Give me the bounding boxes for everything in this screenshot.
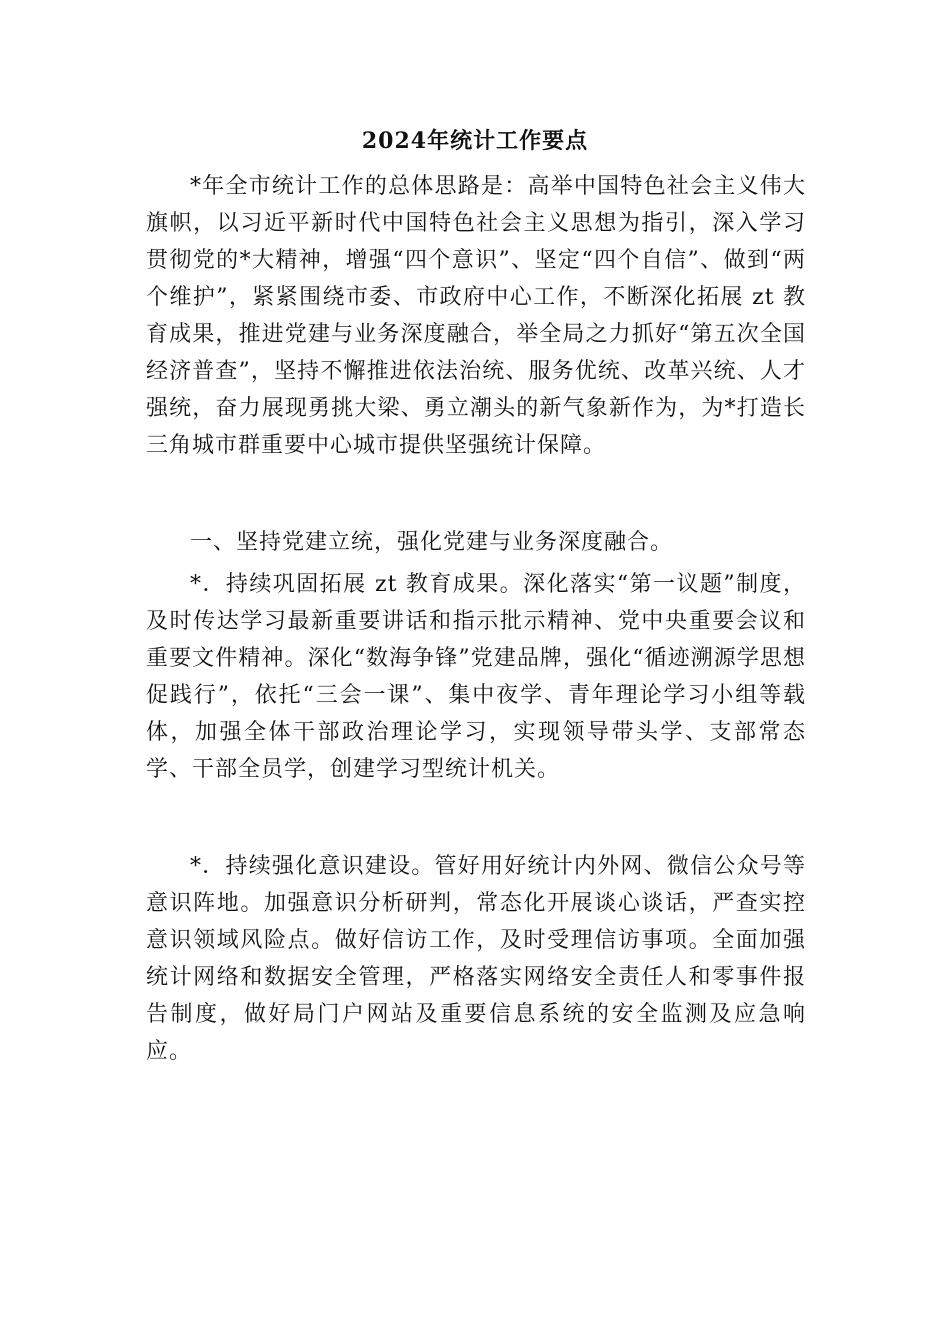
- intro-paragraph: *年全市统计工作的总体思路是：高举中国特色社会主义伟大旗帜，以习近平新时代中国特色社会主义思想为指引，深入学习贯彻党的*大精神，增强“四个意识”、坚定“四个自信”、做到“两个维护”，紧紧围绕市委、市政府中心工作，不断深化拓展 zt 教育成果，推进党建与业务深度融合，举全局之力抓好“第五次全国经济普查”，坚持不懈推进依法治统、服务优统、改革兴统、人才强统，奋力展现勇挑大梁、勇立潮头的新气象新作为，为*打造长三角城市群重要中心城市提供坚强统计保障。: [146, 174, 806, 458]
- section-heading: 一、坚持党建立统，强化党建与业务深度融合。: [190, 530, 674, 555]
- item-paragraph: *．持续巩固拓展 zt 教育成果。深化落实“第一议题”制度，及时传达学习最新重要讲话和指示批示精神、党中央重要会议和重要文件精神。深化“数海争锋”党建品牌，强化“循迹溯源学思想促践行”，依托“三会一课”、集中夜学、青年理论学习小组等载体，加强全体干部政治理论学习，实现领导带头学、支部常态学、干部全员学，创建学习型统计机关。: [146, 572, 806, 782]
- item-paragraph: *．持续强化意识建设。管好用好统计内外网、微信公众号等意识阵地。加强意识分析研判，常态化开展谈心谈话，严查实控意识领域风险点。做好信访工作，及时受理信访事项。全面加强统计网络和数据安全管理，严格落实网络安全责任人和零事件报告制度，做好局门户网站及重要信息系统的安全监测及应急响应。: [146, 854, 806, 1064]
- document-title: 2024年统计工作要点: [361, 128, 589, 154]
